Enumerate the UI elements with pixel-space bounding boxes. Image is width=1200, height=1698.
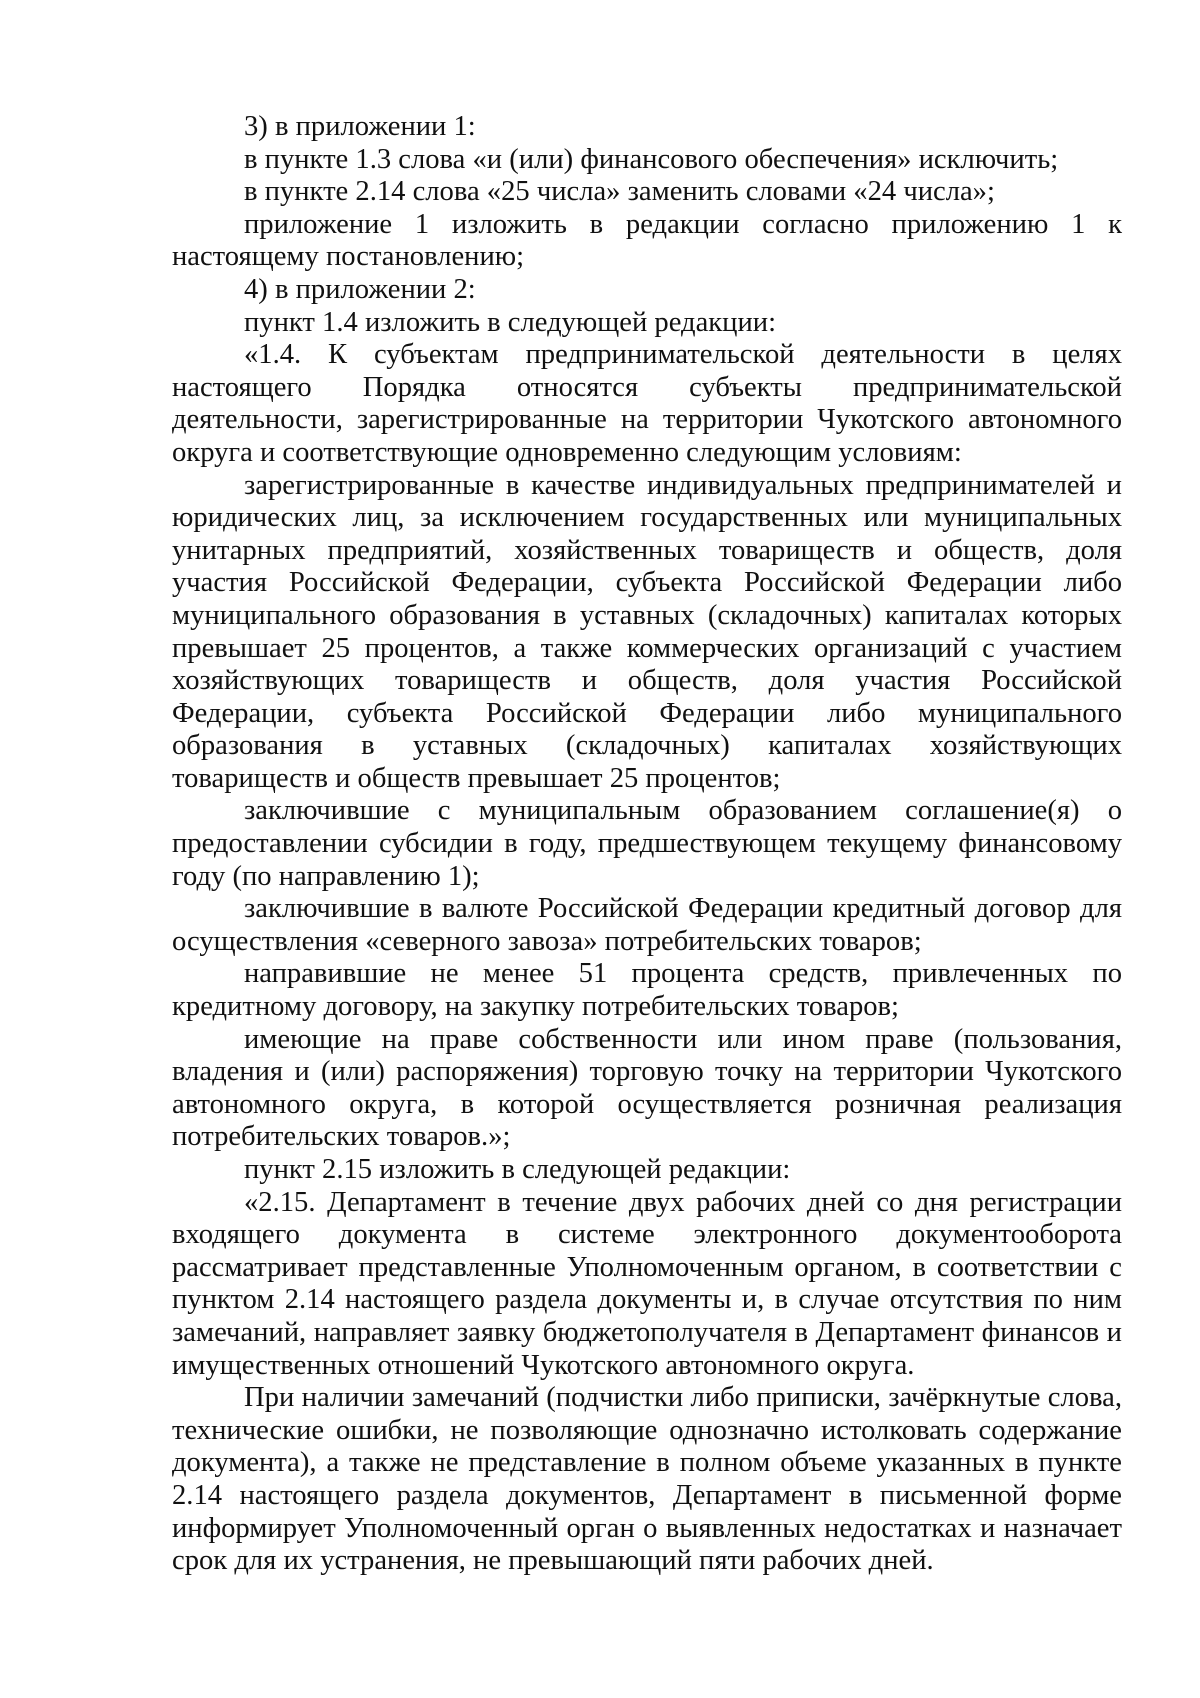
paragraph-condition-trade-point: имеющие на праве собственности или ином праве (пользования, владения и (или) распоряжения) торговую точку на территории Чукотского автономного округа, в которой осуществляется розничная реализация потребительских товаров.»; xyxy=(172,1023,1122,1153)
paragraph-condition-51-percent: направившие не менее 51 процента средств, привлеченных по кредитному договору, на закупку потребительских товаров; xyxy=(172,958,1122,1023)
paragraph-item-3-appendix-1: 3) в приложении 1: xyxy=(244,111,476,142)
paragraph-point-1-4-text: «1.4. К субъектам предпринимательской деятельности в целях настоящего Порядка относятся субъекты предпринимательской деятельности, зарегистрированные на территории Чукотского автономного округа и соответствующие одновременно следующим условиям: xyxy=(172,339,1122,468)
paragraph-remarks: При наличии замечаний (подчистки либо приписки, зачёркнутые слова, технические ошибки, не позволяющие однозначно истолковать содержание документа), а также не представление в полном объеме указанных в пункте 2.14 настоящего раздела документов, Департамент в письменной форме информирует Уполномоченный орган о выявленных недостатках и назначает срок для их устранения, не превышающий пяти рабочих дней. xyxy=(172,1382,1122,1577)
paragraph-item-4-appendix-2: 4) в приложении 2: xyxy=(244,273,476,305)
document-page xyxy=(172,111,1122,1578)
paragraph-point-2-14: в пункте 2.14 слова «25 числа» заменить словами «24 числа»; xyxy=(244,176,995,208)
paragraph-point-2-15-intro: пункт 2.15 изложить в следующей редакции: xyxy=(244,1154,791,1185)
paragraph-point-1-3: в пункте 1.3 слова «и (или) финансового обеспечения» исключить; xyxy=(244,143,1059,175)
paragraph-point-2-15-text: «2.15. Департамент в течение двух рабочих дней со дня регистрации входящего документа в системе электронного документооборота рассматривает представленные Уполномоченным органом, в соответствии с пунктом 2.14 настоящего раздела документы и, в случае отсутствия по ним замечаний, направляет заявку бюджетополучателя в Департамент финансов и имущественных отношений Чукотского автономного округа. xyxy=(172,1186,1122,1381)
paragraph-condition-credit: заключившие в валюте Российской Федерации кредитный договор для осуществления «северного завоза» потребительских товаров; xyxy=(172,893,1122,957)
paragraph-point-1-4-intro: пункт 1.4 изложить в следующей редакции: xyxy=(244,306,777,338)
paragraph-condition-agreement: заключившие с муниципальным образованием соглашение(я) о предоставлении субсидии в году, предшествующем текущему финансовому году (по направлению 1); xyxy=(172,795,1122,892)
paragraph-appendix-1-edition: приложение 1 изложить в редакции согласно приложению 1 к настоящему постановлению; xyxy=(172,208,1122,273)
paragraph-condition-registered: зарегистрированные в качестве индивидуальных предпринимателей и юридических лиц, за исключением государственных или муниципальных унитарных предприятий, хозяйственных товариществ и обществ, доля участия Российской Федерации, субъекта Российской Федерации либо муниципального образования в уставных (складочных) капиталах которых превышает 25 процентов, а также коммерческих организаций с участием хозяйствующих товариществ и обществ, доля участия Российской Федерации, субъекта Российской Федерации либо муниципального образования в уставных (складочных) капиталах хозяйствующих товариществ и обществ превышает 25 процентов; xyxy=(172,469,1122,794)
